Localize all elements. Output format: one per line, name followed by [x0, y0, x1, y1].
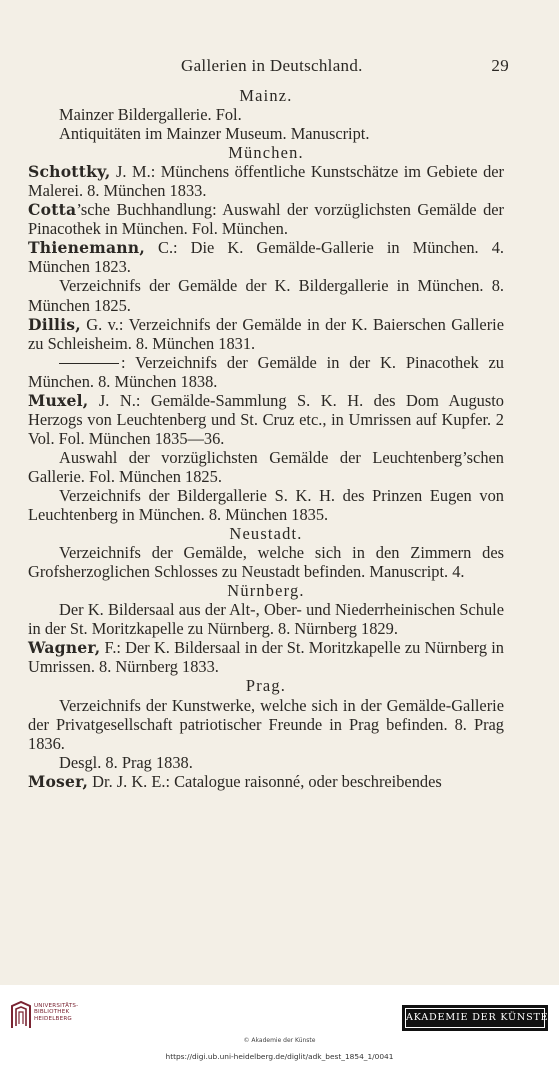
entry-text: J. M.: Münchens öffentliche Kunstschätze im Gebiete der Malerei. 8. München 1833. [28, 162, 504, 201]
bibliography-entry: Verzeichnifs der Kunstwerke, welche sich in der Gemälde-Gallerie der Privatgesellschaft patriotischer Freunde in Prag befinden. 8. Prag 1836. [28, 695, 504, 753]
bibliography-entry: Der K. Bildersaal aus der Alt-, Ober- und Niederrheinischen Schule in der St. Moritzkapelle zu Nürnberg. 8. Nürnberg 1829. [28, 600, 504, 639]
permalink-url[interactable]: https://digi.ub.uni-heidelberg.de/diglit/adk_best_1854_1/0041 [165, 1052, 394, 1061]
city-heading: Mainz. [239, 86, 293, 105]
author-name: Dillis, [28, 314, 81, 334]
city-heading: Nürnberg. [227, 581, 305, 601]
academy-name: AKADEMIE DER KÜNSTE [405, 1008, 545, 1028]
author-name: Schottky, [28, 162, 111, 182]
city-heading: Prag. [245, 676, 287, 696]
bibliography-entry: Mainzer Bildergallerie. Fol. [59, 105, 242, 125]
body-text [28, 86, 504, 791]
bibliography-entry [28, 238, 504, 276]
bibliography-entry [28, 353, 504, 391]
bibliography-entry: Antiquitäten im Mainzer Museum. Manuscript. [59, 124, 370, 144]
author-name: Moser, [28, 771, 89, 791]
entry-text: C.: Die K. Gemälde-Gallerie in München. 4. München 1823. [28, 238, 504, 277]
entry-text: : Verzeichnifs der Gemälde in der K. Pinacothek zu München. 8. München 1838. [28, 352, 504, 391]
running-title: Gallerien in Deutschland. [181, 56, 363, 75]
bibliography-entry: Verzeichnifs der Bildergallerie S. K. H. des Prinzen Eugen von Leuchtenberg in München. 8. München 1835. [28, 485, 504, 525]
city-heading: München. [228, 143, 304, 163]
bibliography-entry: Verzeichnifs der Gemälde der K. Bildergallerie in München. 8. München 1825. [28, 276, 504, 315]
bibliography-entry [28, 315, 504, 353]
entry-text: J. N.: Gemälde-Sammlung S. K. H. des Dom Augusto Herzogs von Leuchtenberg und St. Cruz etc., in Umrissen auf Kupfer. 2 Vol. Fol. München 1835—36. [28, 390, 504, 448]
academy-logo[interactable] [402, 1005, 548, 1031]
bibliography-entry: Desgl. 8. Prag 1838. [59, 752, 193, 772]
entry-text: ’sche Buchhandlung: Auswahl der vorzüglichsten Gemälde der Pinacothek in München. Fol. München. [28, 200, 504, 239]
bibliography-entry [28, 638, 504, 676]
bibliography-entry [28, 162, 504, 200]
author-name: Muxel, [28, 390, 89, 410]
bibliography-entry [28, 391, 504, 448]
copyright-notice: © Akademie der Künste [243, 1037, 316, 1044]
entry-text: G. v.: Verzeichnifs der Gemälde in der K. Baierschen Gallerie zu Schleisheim. 8. München 1831. [28, 314, 504, 353]
bibliography-entry [28, 200, 504, 238]
bibliography-entry: Verzeichnifs der Gemälde, welche sich in den Zimmern des Grofsherzoglichen Schlosses zu Neustadt befinden. Manuscript. 4. [28, 543, 504, 582]
bibliography-entry: Auswahl der vorzüglichsten Gemälde der Leuchtenberg’schen Gallerie. Fol. München 1825. [28, 447, 504, 486]
author-name: Wagner, [28, 638, 101, 658]
city-heading: Neustadt. [229, 524, 303, 544]
page-header [28, 56, 509, 80]
bibliography-entry [28, 772, 504, 791]
university-library-logo-icon[interactable] [8, 1000, 34, 1030]
author-name: Cotta [28, 200, 77, 220]
entry-text: F.: Der K. Bildersaal in der St. Moritzkapelle zu Nürnberg in Umrissen. 8. Nürnberg 1833. [28, 638, 504, 677]
ditto-dash [59, 363, 119, 364]
page-number: 29 [491, 56, 509, 75]
entry-text: Dr. J. K. E.: Catalogue raisonné, oder beschreibendes [88, 771, 442, 791]
university-library-name: UNIVERSITÄTS- BIBLIOTHEK HEIDELBERG [34, 1003, 79, 1022]
author-name: Thienemann, [28, 238, 145, 258]
